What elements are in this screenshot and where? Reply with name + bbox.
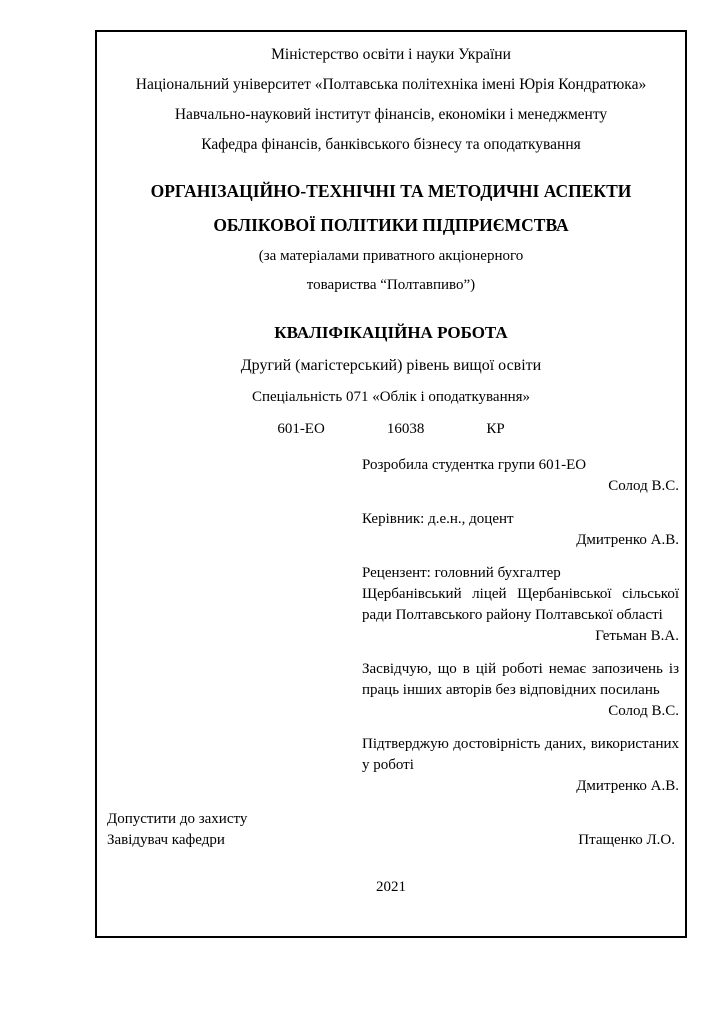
thesis-subtitle	[107, 242, 675, 300]
department-line: Кафедра фінансів, банківського бізнесу та оподаткування	[201, 136, 581, 153]
supervisor-role: Керівник: д.е.н., доцент	[362, 511, 514, 527]
signature-block-reviewer	[362, 563, 679, 647]
originality-statement-text: Засвідчую, що в цій роботі немає запозичень із праць інших авторів без відповідних посилань	[362, 661, 679, 698]
department-head-title: Завідувач кафедри	[107, 832, 225, 848]
approval-block	[107, 809, 675, 851]
signature-block-originality-statement	[362, 659, 679, 722]
thesis-title-line-2: ОБЛІКОВОЇ ПОЛІТИКИ ПІДПРИЄМСТВА	[213, 215, 569, 235]
reviewer-name: Гетьман В.А.	[595, 628, 679, 644]
department-head-row	[107, 830, 675, 851]
signatures-area	[362, 455, 679, 797]
reviewer-affiliation: Щербанівський ліцей Щербанівської сільської ради Полтавського району Полтавської області	[362, 586, 679, 623]
record-code: 16038	[386, 421, 425, 437]
developer-name: Солод В.С.	[608, 478, 679, 494]
specialty-line: Спеціальність 071 «Облік і оподаткування»	[251, 389, 531, 405]
page-border-frame	[95, 30, 687, 938]
ministry-line: Міністерство освіти і науки України	[271, 46, 511, 63]
work-code: КР	[486, 421, 505, 437]
signature-block-data-accuracy-statement	[362, 734, 679, 797]
admit-to-defense-line: Допустити до захисту	[107, 811, 248, 827]
thesis-title	[107, 174, 675, 242]
thesis-title-line-1: ОРГАНІЗАЦІЙНО-ТЕХНІЧНІ ТА МЕТОДИЧНІ АСПЕКТИ	[150, 181, 632, 201]
work-type-heading: КВАЛІФІКАЦІЙНА РОБОТА	[274, 323, 508, 342]
university-line: Національний університет «Полтавська політехніка імені Юрія Кондратюка»	[135, 76, 647, 93]
developer-role: Розробила студентка групи 601-ЕО	[362, 457, 587, 473]
codes-row	[107, 413, 675, 445]
department-head-name: Птащенко Л.О.	[578, 832, 675, 848]
reviewer-role: Рецензент: головний бухгалтер	[362, 565, 561, 581]
institution-header	[107, 40, 675, 160]
group-code: 601-ЕО	[277, 421, 325, 437]
data-accuracy-statement-text: Підтверджую достовірність даних, використаних у роботі	[362, 736, 679, 773]
originality-statement-name: Солод В.С.	[608, 703, 679, 719]
supervisor-name: Дмитренко А.В.	[576, 532, 679, 548]
signature-block-developer	[362, 455, 679, 497]
data-accuracy-statement-name: Дмитренко А.В.	[576, 778, 679, 794]
institute-line: Навчально-науковий інститут фінансів, економіки і менеджменту	[174, 106, 608, 123]
thesis-subtitle-line-1: (за матеріалами приватного акціонерного	[258, 248, 524, 264]
degree-level-line: Другий (магістерський) рівень вищої освіти	[240, 357, 542, 374]
thesis-subtitle-line-2: товариства “Полтавпиво”)	[306, 277, 476, 293]
year-line: 2021	[376, 879, 406, 895]
signature-block-supervisor	[362, 509, 679, 551]
